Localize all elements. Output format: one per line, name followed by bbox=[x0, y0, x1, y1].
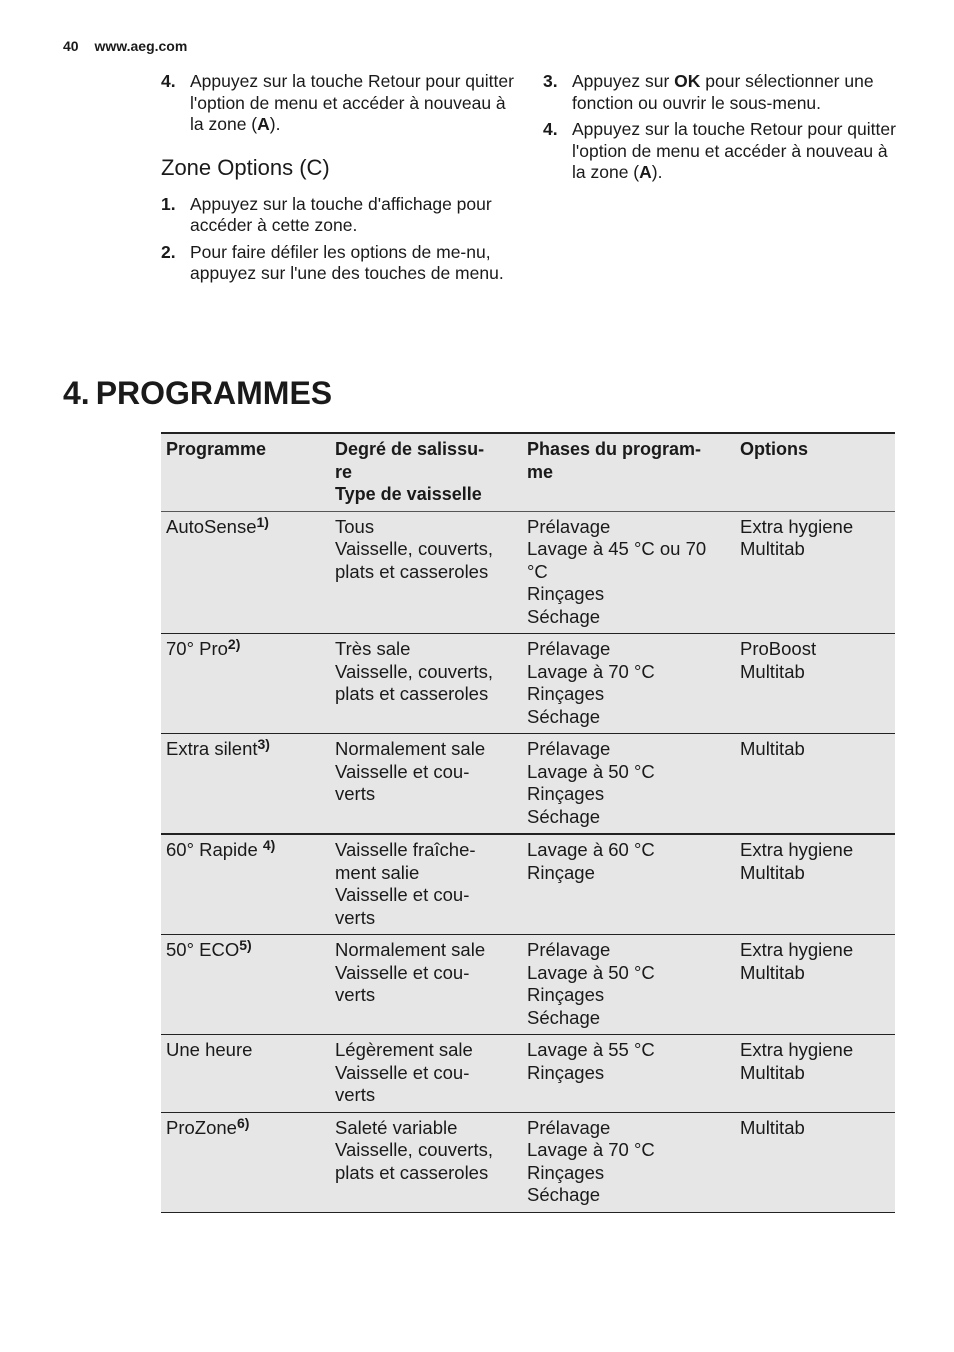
column-header: Programme bbox=[166, 439, 267, 459]
phases-cell: Prélavage Lavage à 50 °C Rinçages Séchage bbox=[527, 738, 655, 827]
degre-cell: Normalement sale Vaisselle et cou- verts bbox=[335, 939, 486, 1005]
degre-cell: Légèrement sale Vaisselle et cou- verts bbox=[335, 1039, 473, 1105]
table-row bbox=[161, 1035, 895, 1113]
page-header bbox=[63, 38, 187, 54]
programme-cell: 50° ECO$^{5)}$ bbox=[166, 937, 252, 960]
phases-cell: Prélavage Lavage à 70 °C Rinçages Séchage bbox=[527, 1116, 655, 1205]
degre-cell: Très sale Vaisselle, couverts, plats et casseroles bbox=[335, 638, 493, 704]
column-header: Options bbox=[740, 439, 808, 459]
section-title bbox=[63, 372, 332, 414]
programme-cell: 60° Rapide $^{4)}$ bbox=[166, 837, 276, 860]
footnote-ref: 5) bbox=[239, 937, 252, 953]
table-row bbox=[161, 835, 895, 935]
programmes-table bbox=[161, 432, 895, 1213]
options-cell: Extra hygiene Multitab bbox=[740, 1039, 854, 1083]
subheading: Zone Options (C) bbox=[161, 154, 330, 180]
programme-cell: AutoSense$^{1)}$ bbox=[166, 513, 269, 537]
right-column bbox=[543, 71, 903, 189]
programme-cell: ProZone$^{6)}$ bbox=[166, 1114, 250, 1138]
step-text: Appuyez sur la touche d'affichage pour accéder à cette zone. bbox=[190, 193, 492, 235]
list-item bbox=[543, 71, 903, 114]
left-column bbox=[161, 71, 521, 290]
degre-cell: Saleté variable Vaisselle, couverts, plats et casseroles bbox=[335, 1116, 493, 1183]
degre-cell: Vaisselle fraîche- ment salie Vaisselle et cou- verts bbox=[335, 839, 476, 928]
phases-cell: Prélavage Lavage à 45 °C ou 70 °C Rinçages Séchage bbox=[527, 515, 707, 627]
options-cell: ProBoost Multitab bbox=[740, 638, 817, 682]
programme-cell: Une heure bbox=[166, 1039, 253, 1060]
table-row bbox=[161, 935, 895, 1035]
step-text: Appuyez sur OK pour sélectionner une fonction ou ouvrir le sous-menu. bbox=[572, 71, 874, 113]
table-row bbox=[161, 734, 895, 835]
footnote-ref: 6) bbox=[236, 1114, 250, 1131]
degre-cell: Tous Vaisselle, couverts, plats et casseroles bbox=[335, 515, 493, 582]
list-item bbox=[161, 71, 521, 136]
step-text: Pour faire défiler les options de me-nu, appuyez sur l'une des touches de menu. bbox=[190, 241, 504, 283]
step-number: 3. bbox=[543, 71, 558, 91]
section-number: 4. bbox=[63, 375, 90, 411]
step-number: 1. bbox=[161, 193, 176, 214]
options-cell: Extra hygiene Multitab bbox=[740, 515, 854, 559]
step-text: Appuyez sur la touche Retour pour quitter l'option de menu et accéder à nouveau à la zone (A). bbox=[190, 71, 514, 134]
phases-cell: Prélavage Lavage à 50 °C Rinçages Séchage bbox=[527, 939, 655, 1028]
list-item bbox=[543, 119, 903, 184]
table-header-row bbox=[161, 434, 895, 512]
step-text: Appuyez sur la touche Retour pour quitter l'option de menu et accéder à nouveau à la zone (A). bbox=[572, 119, 896, 182]
column-header: Degré de salissu- re Type de vaisselle bbox=[335, 439, 485, 504]
step-number: 4. bbox=[161, 71, 176, 91]
list-item bbox=[161, 194, 521, 237]
phases-cell: Lavage à 60 °C Rinçage bbox=[527, 839, 655, 883]
footnote-ref: 2) bbox=[227, 636, 241, 652]
step-number: 2. bbox=[161, 241, 176, 262]
site-url: www.aeg.com bbox=[94, 38, 188, 54]
programme-cell: 70° Pro$^{2)}$ bbox=[166, 636, 241, 659]
footnote-ref: 1) bbox=[256, 513, 269, 530]
programme-cell: Extra silent$^{3)}$ bbox=[166, 736, 270, 759]
options-cell: Multitab bbox=[740, 1116, 805, 1138]
phases-cell: Lavage à 55 °C Rinçages bbox=[527, 1039, 655, 1083]
list-item bbox=[161, 242, 521, 285]
options-cell: Extra hygiene Multitab bbox=[740, 939, 854, 983]
table-row bbox=[161, 1113, 895, 1213]
options-cell: Extra hygiene Multitab bbox=[740, 839, 854, 883]
footnote-ref: 4) bbox=[262, 837, 276, 853]
page-number: 40 bbox=[63, 38, 79, 54]
options-cell: Multitab bbox=[740, 738, 805, 759]
section-title-text: PROGRAMMES bbox=[95, 375, 333, 411]
phases-cell: Prélavage Lavage à 70 °C Rinçages Séchage bbox=[527, 638, 655, 727]
degre-cell: Normalement sale Vaisselle et cou- verts bbox=[335, 738, 486, 804]
footnote-ref: 3) bbox=[257, 736, 270, 752]
column-header: Phases du program- me bbox=[527, 439, 702, 482]
step-number: 4. bbox=[543, 119, 558, 139]
table-row bbox=[161, 512, 895, 635]
table-row bbox=[161, 634, 895, 734]
